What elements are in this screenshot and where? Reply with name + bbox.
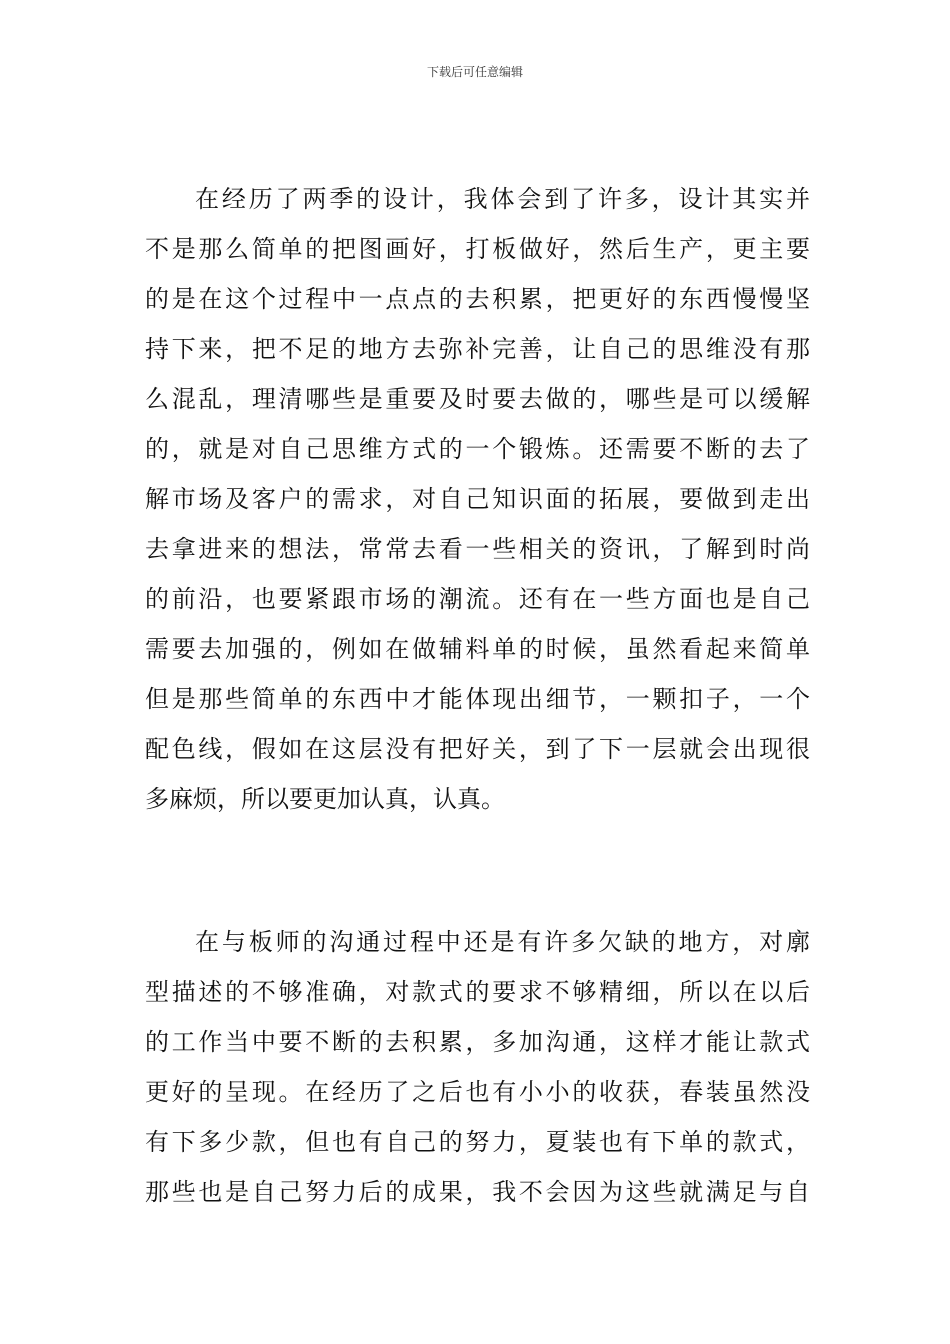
paragraph-line: 持下来，把不足的地方去弥补完善，让自己的思维没有那 [145,335,810,363]
paragraph-1 [145,174,810,824]
paragraph-line: 的是在这个过程中一点点的去积累，把更好的东西慢慢坚 [145,285,810,313]
paragraph-line: 解市场及客户的需求，对自己知识面的拓展，要做到走出 [145,485,810,513]
paragraph-line: 型描述的不够准确，对款式的要求不够精细，所以在以后 [145,978,810,1006]
page-header: 下载后可任意编辑 [426,65,523,79]
paragraph-line: 的，就是对自己思维方式的一个锻炼。还需要不断的去了 [145,435,810,463]
paragraph-line: 的工作当中要不断的去积累，多加沟通，这样才能让款式 [145,1028,810,1056]
paragraph-line: 有下多少款，但也有自己的努力，夏装也有下单的款式， [145,1128,810,1156]
paragraph-line: 配色线，假如在这层没有把好关，到了下一层就会出现很 [145,735,810,763]
paragraph-line: 么混乱，理清哪些是重要及时要去做的，哪些是可以缓解 [145,385,810,413]
paragraph-line: 多麻烦，所以要更加认真，认真。 [145,785,505,813]
paragraph-line: 那些也是自己努力后的成果，我不会因为这些就满足与自 [145,1178,810,1206]
paragraph-line: 不是那么简单的把图画好，打板做好，然后生产，更主要 [145,235,810,263]
paragraph-line: 的前沿，也要紧跟市场的潮流。还有在一些方面也是自己 [145,585,810,613]
paragraph-line: 在与板师的沟通过程中还是有许多欠缺的地方，对廓 [195,928,810,956]
paragraph-line: 但是那些简单的东西中才能体现出细节，一颗扣子，一个 [145,685,810,713]
paragraph-2 [145,917,810,1217]
paragraph-line: 在经历了两季的设计，我体会到了许多，设计其实并 [195,185,810,213]
paragraph-line: 去拿进来的想法，常常去看一些相关的资讯，了解到时尚 [145,535,810,563]
paragraph-line: 更好的呈现。在经历了之后也有小小的收获，春装虽然没 [145,1078,810,1106]
paragraph-line: 需要去加强的，例如在做辅料单的时候，虽然看起来简单 [145,635,810,663]
